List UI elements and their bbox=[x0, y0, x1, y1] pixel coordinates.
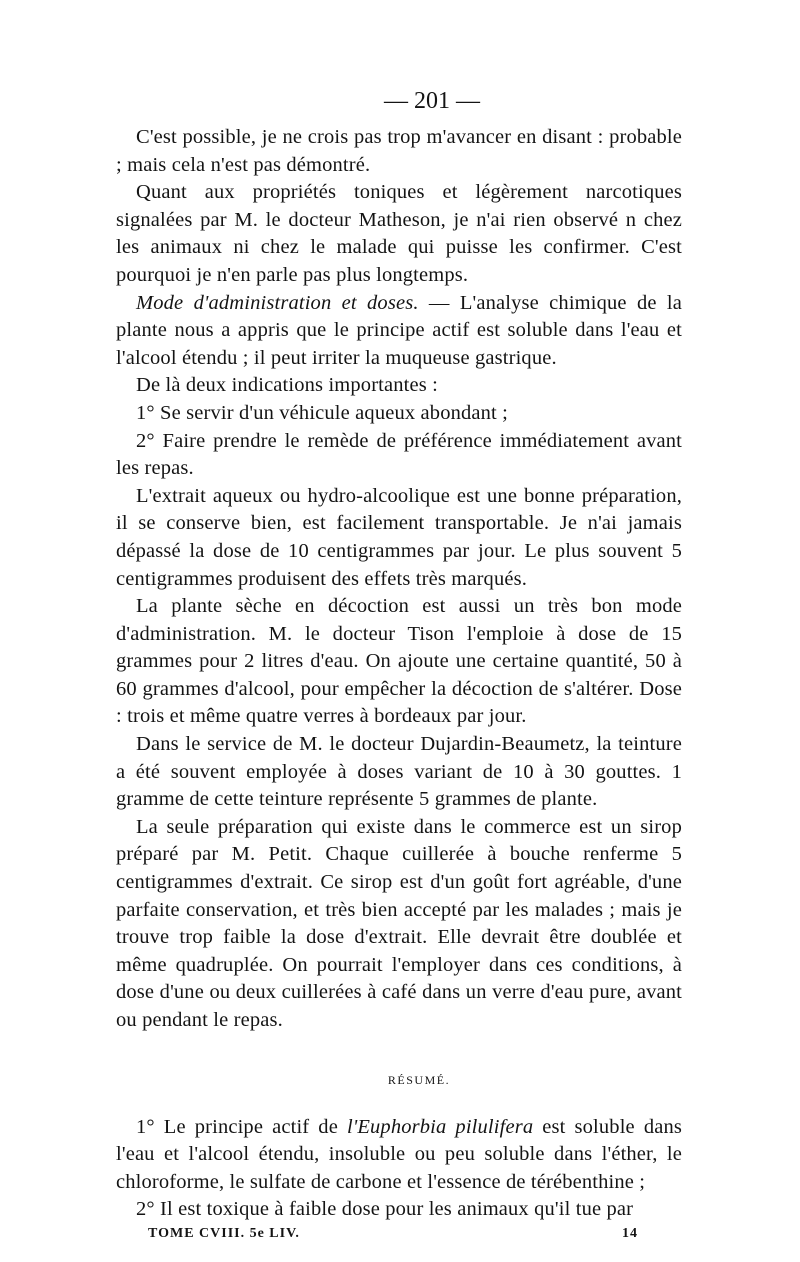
paragraph-decoction: La plante sèche en décoction est aussi un très bon mode d'administration. M. le docteur Tison l'emploie à dose de 15 grammes pour 2 litres d'eau. On ajoute une certaine quantité, 50 à 60 grammes d'alcool, pour empêcher la décoction de s'altérer. Dose : trois et même quatre verres à bordeaux par jour. bbox=[116, 595, 682, 728]
page-footer bbox=[116, 1226, 682, 1242]
summary-item-1-pre: 1° Le principe actif de bbox=[136, 1115, 347, 1138]
subheading-mode-administration: Mode d'administration et doses. bbox=[136, 291, 419, 314]
list-item-2: 2° Faire prendre le remède de préférence immédiatement avant les repas. bbox=[116, 429, 682, 480]
volume-signature: TOME CVIII. 5e LIV. bbox=[148, 1225, 300, 1241]
list-item-1: 1° Se servir d'un véhicule aqueux abondant ; bbox=[136, 401, 509, 424]
species-name: l'Euphorbia pilulifera bbox=[346, 1115, 534, 1138]
summary-item-1 bbox=[116, 1114, 682, 1197]
summary-item-2: 2° Il est toxique à faible dose pour les animaux qu'il tue par bbox=[136, 1198, 634, 1221]
paragraph-teinture: Dans le service de M. le docteur Dujardin-Beaumetz, la teinture a été souvent employée à doses variant de 10 à 30 gouttes. 1 gramme de cette teinture représente 5 grammes de plante. bbox=[116, 733, 682, 811]
paragraph-1: C'est possible, je ne crois pas trop m'avancer en disant : probable ; mais cela n'est pas démontré. bbox=[116, 126, 682, 176]
summary-item-1-text: est soluble dans l'eau et l'alcool étendu, insoluble ou peu soluble dans l'éther, le chloroforme, le sulfate de carbone et l'essence de térébenthine ; bbox=[116, 1115, 682, 1193]
paragraph-extrait: L'extrait aqueux ou hydro-alcoolique est une bonne préparation, il se conserve bien, est facilement transportable. Je n'ai jamais dépassé la dose de 10 centigrammes par jour. Le plus souvent 5 centigrammes produisent des effets très marqués. bbox=[116, 484, 682, 590]
section-title-resume: RÉSUMÉ. bbox=[387, 1072, 451, 1087]
paragraph-3 bbox=[116, 290, 682, 373]
page-number: — 201 — bbox=[384, 88, 480, 114]
book-page bbox=[116, 86, 682, 1242]
sheet-number: 14 bbox=[622, 1225, 638, 1241]
paragraph-sirop: La seule préparation qui existe dans le commerce est un sirop préparé par M. Petit. Chaque cuillerée à bouche renferme 5 centigrammes d'extrait. Ce sirop est d'un goût fort agréable, d'une parfaite conservation, et très bien accepté par les malades ; mais je trouve trop faible la dose d'extrait. Elle devrait être doublée et même quadruplée. On pourrait l'employer dans ces conditions, à dose d'une ou deux cuillerées à café dans un verre d'eau pure, avant ou pendant le repas. bbox=[116, 815, 682, 1031]
paragraph-2: Quant aux propriétés toniques et légèrement narcotiques signalées par M. le docteur Matheson, je n'ai rien observé n chez les animaux ni chez le malade qui puisse les confirmer. C'est pourquoi je n'en parle pas plus longtemps. bbox=[116, 181, 682, 286]
paragraph-3-text: — L'analyse chimique de la plante nous a appris que le principe actif est soluble dans l'eau et l'alcool étendu ; il peut irriter la muqueuse gastrique. bbox=[116, 291, 682, 369]
paragraph-4: De là deux indications importantes : bbox=[136, 374, 439, 397]
